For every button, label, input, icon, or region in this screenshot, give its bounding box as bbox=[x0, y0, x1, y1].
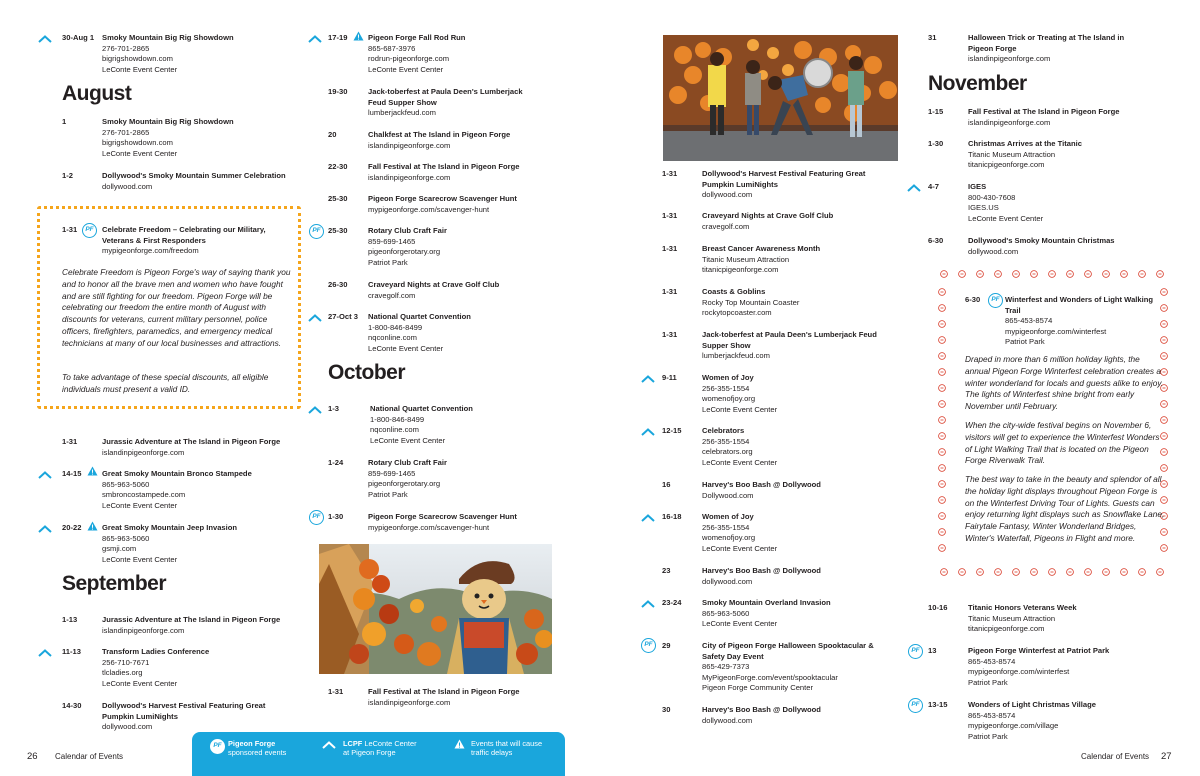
scarecrow-photo bbox=[319, 544, 552, 674]
traffic-warning-icon bbox=[87, 466, 98, 476]
pf-sponsored-icon: PF bbox=[210, 739, 225, 754]
footer-title-left: Calendar of Events bbox=[55, 752, 124, 761]
harvest-festival-photo bbox=[663, 35, 898, 161]
pf-sponsored-icon: PF bbox=[309, 510, 324, 525]
lcpf-icon bbox=[322, 741, 336, 749]
pf-sponsored-icon: PF bbox=[309, 224, 324, 239]
traffic-warning-icon bbox=[353, 31, 364, 41]
traffic-warning-icon bbox=[454, 739, 465, 749]
legend-bar bbox=[192, 732, 565, 776]
month-heading-october: October bbox=[328, 361, 406, 384]
pf-sponsored-icon: PF bbox=[908, 698, 923, 713]
month-heading-september: September bbox=[62, 572, 167, 595]
pf-sponsored-icon: PF bbox=[82, 223, 97, 238]
lcpf-icon bbox=[641, 375, 655, 383]
pf-sponsored-icon: PF bbox=[641, 638, 656, 653]
celebrate-freedom-text: Celebrate Freedom is Pigeon Forge's way of saying thank you and to honor all the brave men and women who have fought and are still fighting for our freedom. Pigeon Forge will be celebrating our freedom the entire month of August with discounts for veterans, current military personnel, police officers, firefighters, paramedics, and emergency medical technicians at many of our local businesses and attractions. bbox=[62, 267, 291, 348]
lcpf-icon bbox=[38, 525, 52, 533]
lcpf-icon bbox=[308, 35, 322, 43]
lcpf-icon bbox=[641, 428, 655, 436]
legend-traffic: Events that will cause traffic delays bbox=[471, 739, 543, 757]
winterfest-text-3: The best way to take in the beauty and splendor of all the holiday light displays throughout Pigeon Forge is on the Winterfest Driving Tour of Lights. Guests can enjoy returning light displays such as Snowflake Lane, Fairytale Fantasy, Winter Wonderland Bridges, Winter's Waterfall, Pigeons in Flight and more. bbox=[965, 474, 1165, 543]
celebrate-freedom-note: To take advantage of these special discounts, all eligible individuals must present a valid ID. bbox=[62, 372, 269, 394]
lcpf-icon bbox=[907, 184, 921, 192]
month-heading-november: November bbox=[928, 72, 1027, 95]
page-number-right: 27 bbox=[1161, 751, 1172, 762]
pf-sponsored-icon: PF bbox=[908, 644, 923, 659]
footer-title-right: Calendar of Events bbox=[1081, 752, 1150, 761]
winterfest-text-2: When the city-wide festival begins on November 6, visitors will get to experience the Winterfest Wonders of Light Walking Trail that is located on the Pigeon Forge Riverwalk Trail. bbox=[965, 420, 1160, 466]
winterfest-text-1: Draped in more than 6 million holiday lights, the annual Pigeon Forge Winterfest celebration creates a winter wonderland for locals and guests alike to enjoy. The lights of Winterfest shine bright from early November until February. bbox=[965, 354, 1164, 412]
legend-lcpf: LCPF LeConte Center at Pigeon Forge bbox=[343, 739, 417, 757]
page-number-left: 26 bbox=[27, 751, 38, 762]
pf-sponsored-icon: PF bbox=[988, 293, 1003, 308]
traffic-warning-icon bbox=[87, 521, 98, 531]
lcpf-icon bbox=[38, 471, 52, 479]
lcpf-icon bbox=[308, 406, 322, 414]
lcpf-icon bbox=[641, 514, 655, 522]
lcpf-icon bbox=[308, 314, 322, 322]
lcpf-icon bbox=[38, 35, 52, 43]
legend-pf: Pigeon Forge sponsored events bbox=[228, 739, 287, 757]
month-heading-august: August bbox=[62, 82, 132, 105]
lcpf-icon bbox=[641, 600, 655, 608]
lcpf-icon bbox=[38, 649, 52, 657]
